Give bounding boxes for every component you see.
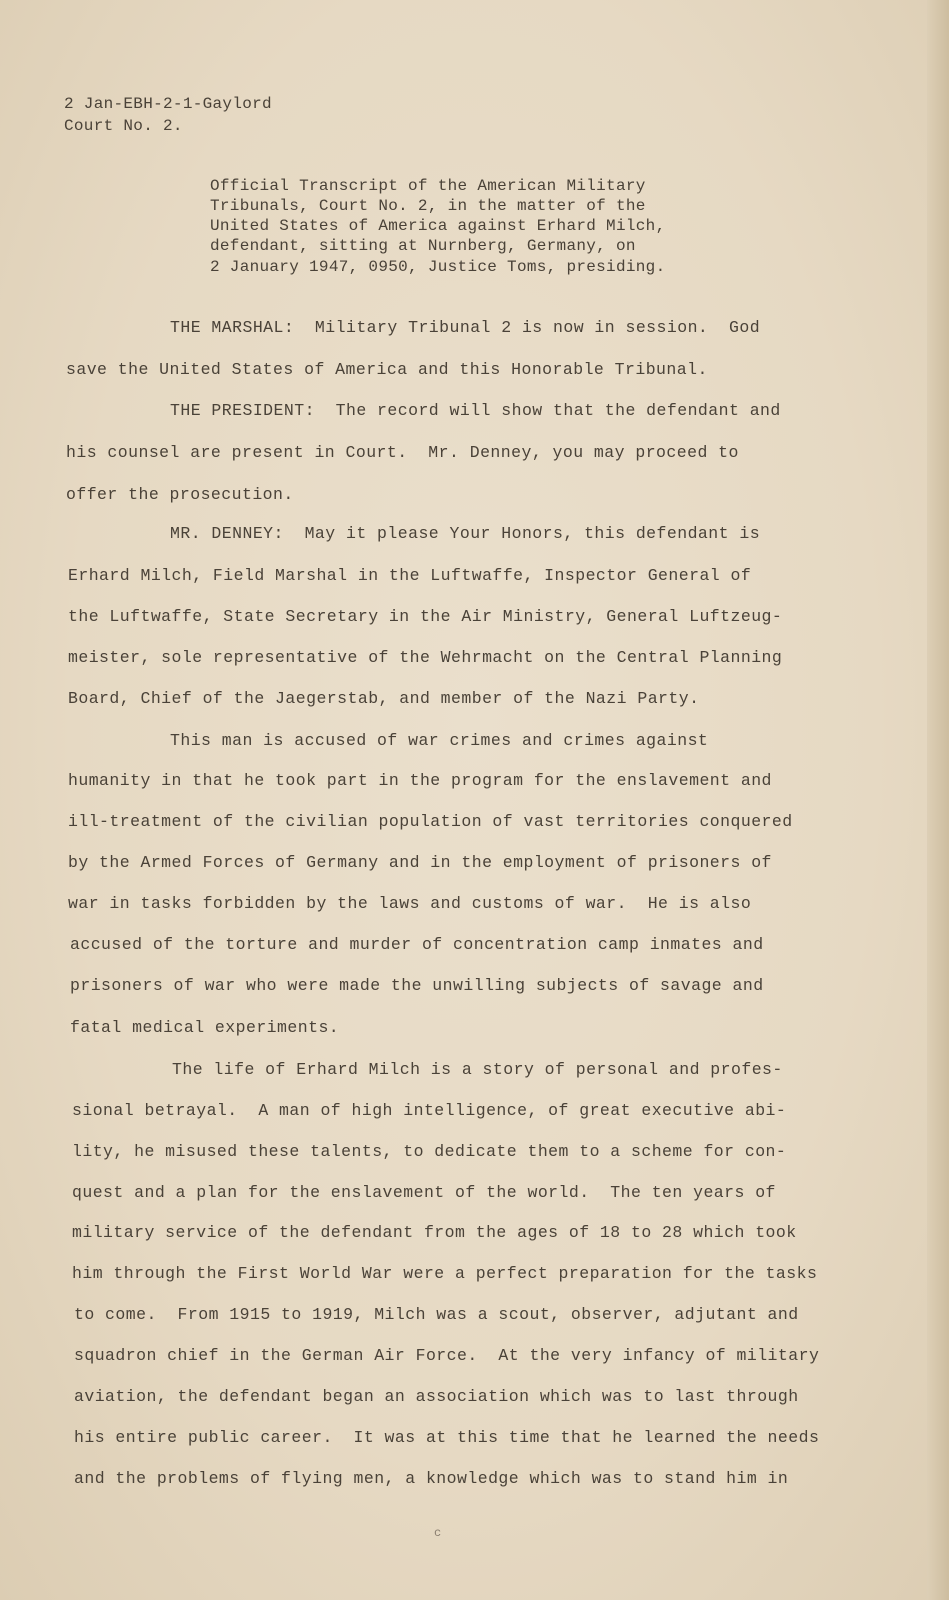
body-line: offer the prosecution.: [66, 485, 294, 504]
body-line: This man is accused of war crimes and crimes against: [170, 731, 709, 750]
body-line: save the United States of America and this Honorable Tribunal.: [66, 360, 708, 379]
body-line: fatal medical experiments.: [70, 1018, 340, 1037]
body-line: MR. DENNEY: May it please Your Honors, this defendant is: [170, 524, 761, 543]
body-line: squadron chief in the German Air Force. At the very infancy of military: [74, 1346, 820, 1365]
caption-line: Official Transcript of the American Military: [210, 177, 646, 195]
page-edge: [927, 0, 949, 1600]
caption-line: defendant, sitting at Nurnberg, Germany, on: [210, 237, 636, 255]
body-line: quest and a plan for the enslavement of the world. The ten years of: [72, 1183, 776, 1202]
body-line: to come. From 1915 to 1919, Milch was a scout, observer, adjutant and: [74, 1305, 799, 1324]
caption-line: 2 January 1947, 0950, Justice Toms, presiding.: [210, 258, 666, 276]
header-reference: 2 Jan-EBH-2-1-Gaylord: [64, 95, 272, 113]
body-line: his entire public career. It was at this time that he learned the needs: [74, 1428, 820, 1447]
body-line: aviation, the defendant began an association which was to last through: [74, 1387, 799, 1406]
caption-line: Tribunals, Court No. 2, in the matter of the: [210, 197, 646, 215]
body-line: Board, Chief of the Jaegerstab, and member of the Nazi Party.: [68, 689, 700, 708]
body-line: ill-treatment of the civilian population of vast territories conquered: [68, 812, 793, 831]
body-line: by the Armed Forces of Germany and in the employment of prisoners of: [68, 853, 772, 872]
page-footer-mark: c: [434, 1526, 442, 1540]
body-line: meister, sole representative of the Wehrmacht on the Central Planning: [68, 648, 783, 667]
body-line: accused of the torture and murder of concentration camp inmates and: [70, 935, 764, 954]
body-line: THE PRESIDENT: The record will show that the defendant and: [170, 401, 781, 420]
body-line: The life of Erhard Milch is a story of personal and profes-: [172, 1060, 783, 1079]
body-line: and the problems of flying men, a knowledge which was to stand him in: [74, 1469, 789, 1488]
body-line: sional betrayal. A man of high intelligence, of great executive abi-: [72, 1101, 787, 1120]
body-line: Erhard Milch, Field Marshal in the Luftwaffe, Inspector General of: [68, 566, 752, 585]
body-line: military service of the defendant from the ages of 18 to 28 which took: [72, 1223, 797, 1242]
body-line: THE MARSHAL: Military Tribunal 2 is now in session. God: [170, 318, 761, 337]
body-line: the Luftwaffe, State Secretary in the Air Ministry, General Luftzeug-: [68, 607, 783, 626]
body-line: war in tasks forbidden by the laws and customs of war. He is also: [68, 894, 752, 913]
body-line: prisoners of war who were made the unwilling subjects of savage and: [70, 976, 764, 995]
caption-line: United States of America against Erhard Milch,: [210, 217, 666, 235]
body-line: humanity in that he took part in the program for the enslavement and: [68, 771, 772, 790]
header-court: Court No. 2.: [64, 117, 183, 135]
body-line: his counsel are present in Court. Mr. Denney, you may proceed to: [66, 443, 739, 462]
body-line: him through the First World War were a perfect preparation for the tasks: [72, 1264, 818, 1283]
body-line: lity, he misused these talents, to dedicate them to a scheme for con-: [72, 1142, 787, 1161]
